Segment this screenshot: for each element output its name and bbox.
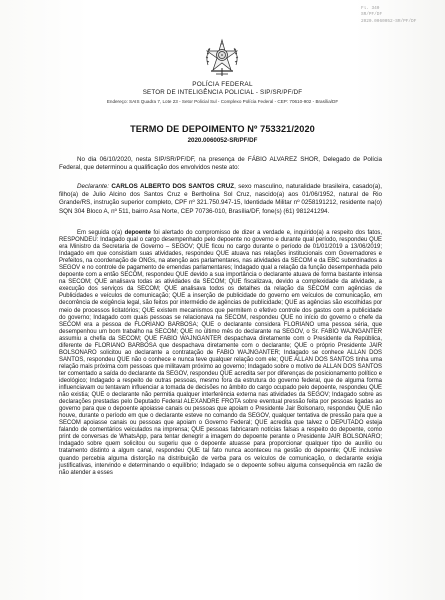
stamp-line-folio: Fl. 340 <box>361 6 380 11</box>
page-stamp <box>361 6 431 25</box>
intro-text: No dia 06/10/2020, nesta SIP/SR/PF/DF, na presença de FÁBIO ALVAREZ SHOR, Delegado de Polícia Federal, que determinou a qualificação dos envolvidos neste ato: <box>59 156 382 172</box>
testimony-prefix: Em seguida o(a) <box>77 230 125 236</box>
intro-paragraph <box>59 156 382 172</box>
stamp-line-unit: SR/PF/DF <box>361 12 383 18</box>
organization-address: Endereço: SAIS Quadra 7, Lote 23 - Setor Policial Sul - Complexo Polícia Federal - CEP: 70610-902 - Brasília/DF <box>106 99 339 104</box>
testimony-text: foi alertado do compromisso de dizer a verdade e, inquirido(a) a respeito dos fatos, RESPONDEU: Indagado qual o cargo desempenhado pelo depoente no governo e durante qual período, respondeu QUE era Ministro da Secretaria de Governo – SEGOV; QUE ficou no cargo durante o período de 01/01/2019 a 13/06/2019; Indagado em que consistiam suas atividades, respondeu QUE atuava nas relações institucionais com Governadores e Prefeitos, na coordenação de ONGs, na atenção aos parlamentares, nas atividades da SECOM e da EBC subordinados a SEGOV e no controle de pagamento de emendas parlamentares; Indagado qual a relação da função desempenhada pelo depoente com a então SECOM, respondeu QUE devido a sua importância o declarante atuava de forma bastante intensa na SECOM; QUE analisava todas as atividades da SECOM; QUE fiscalizava, devido a complexidade da atividade, a execução dos serviços da SECOM; QUE analisava todos os detalhes da relação da SECOM com agências de Publicidades e veículos de comunicação; QUE a inserção de publicidade do governo em veículos de comunicação, em decorrência de exigência legal, são feitos por intermédio de agências de publicidade; QUE as agências são escolhidas por meio de processos licitatórios; QUE existem mecanismos que permitem o efetivo controle dos gastos com a publicidade do governo; Indagado com quais pessoas se relacionava na SECOM, respondeu QUE no início do governo o chefe da SECOM era a pessoa de FLORIANO BARBOSA; QUE o declarante considera FLORIANO uma pessoa séria, que desempenhou um bom trabalho na SECOM; QUE no último mês do declarante na SEGOV, o Sr. FABIO WAJNGANTER assumiu a chefia da SECOM; QUE FABIO WAJNGANTER despachava diretamente com o Presidente da República, diferente de FLORIANO BARBOSA que despachava diretamente com o declarante; QUE o próprio Presidente JAIR BOLSONARO solicitou ao declarante a contratação de FABIO WAJNGANTER; Indagado se conhece ALLAN DOS SANTOS, respondeu QUE não o conhece e nunca teve qualquer relação com ele; QUE ALLAN DOS SANTOS tinha uma relação mais próxima com pessoas que militavam próximo ao governo; Indagado sobre o motivo de ALLAN DOS SANTOS ter comentado a saída do declarante da SEGOV, respondeu QUE acredita ser por diferenças de posicionamento político e ideológico; Indagado a respeito de outras pessoas, mesmo fora da estrutura do governo federal, que de alguma forma influenciavam ou tentavam influenciar a tomada de decisões no âmbito do cargo ocupado pelo depoente, respondeu QUE não existia; QUE o declarante não permitia qualquer interferência externa nas atividades da SEGOV; Indagado sobre as declarações prestadas pelo Deputado Federal ALEXANDRE FROTA sobre eventual pressão feita por pessoas ligadas ao governo para que o depoente apoiasse canais ou pessoas que apoiam o Presidente Jair Bolsonaro, respondeu QUE não houve, durante o período em que o declarante esteve no comando da SEGOV, qualquer tentativa de pressão para que a SECOM apoiasse canais ou pessoas que apoiam o Governo Federal; QUE acredita que talvez o DEPUTADO esteja falando de comentários veiculados na imprensa; QUE pessoas fabricaram notícias falsas a respeito do depoente, como print de conversas de WhatsApp, para tentar denegrir a imagem do depoente perante o Presidente JAIR BOLSONARO; Indagado sobre quem solicitou ou sugeriu que o depoente atuasse para proporcionar qualquer tipo de auxílio ou tratamento distinto a algum canal, respondeu QUE tal fato nunca aconteceu na gestão do depoente; QUE inclusive quando percebia alguma distorção na distribuição de verba para os veículos de comunicação, o declarante exigia justificativas, intervindo e determinando o equilíbrio; Indagado se o depoente sofreu alguma consequência em razão de não atender a esses <box>59 230 383 476</box>
organization-name: POLÍCIA FEDERAL <box>192 81 253 88</box>
testimony-role: depoente <box>124 230 151 236</box>
document-title: TERMO DE DEPOIMENTO Nº 753321/2020 <box>130 124 315 134</box>
stamp-line-process: 2020.0060052-SR/PF/DF <box>361 18 417 24</box>
brasao-republica-icon <box>202 38 242 78</box>
declarant-details: , sexo masculino, naturalidade brasileira, casado(a), filho(a) de Julio Alcino dos Santos Cruz e Bertholina Sol Cruz, nascido(a) aos 01/06/1952, natural de Rio Grande/RS, instrução superior completo, CPF nº 321.750.947-15, Identidade Militar nº 0258191212, residente na(o) SQN 304 Bloco A, nº 511, bairro Asa Norte, CEP 70736-010, Brasília/DF, fone(s) (61) 981241294. <box>59 183 382 215</box>
sector-name: SETOR DE INTELIGÊNCIA POLICIAL - SIP/SR/PF/DF <box>142 89 303 96</box>
declarant-label: Declarante: <box>77 183 109 190</box>
declarant-paragraph <box>59 183 382 216</box>
declarant-name: CARLOS ALBERTO DOS SANTOS CRUZ <box>111 183 235 190</box>
document-reference: 2020.0060052-SR/PF/DF <box>187 137 258 144</box>
testimony-paragraph <box>59 230 382 477</box>
